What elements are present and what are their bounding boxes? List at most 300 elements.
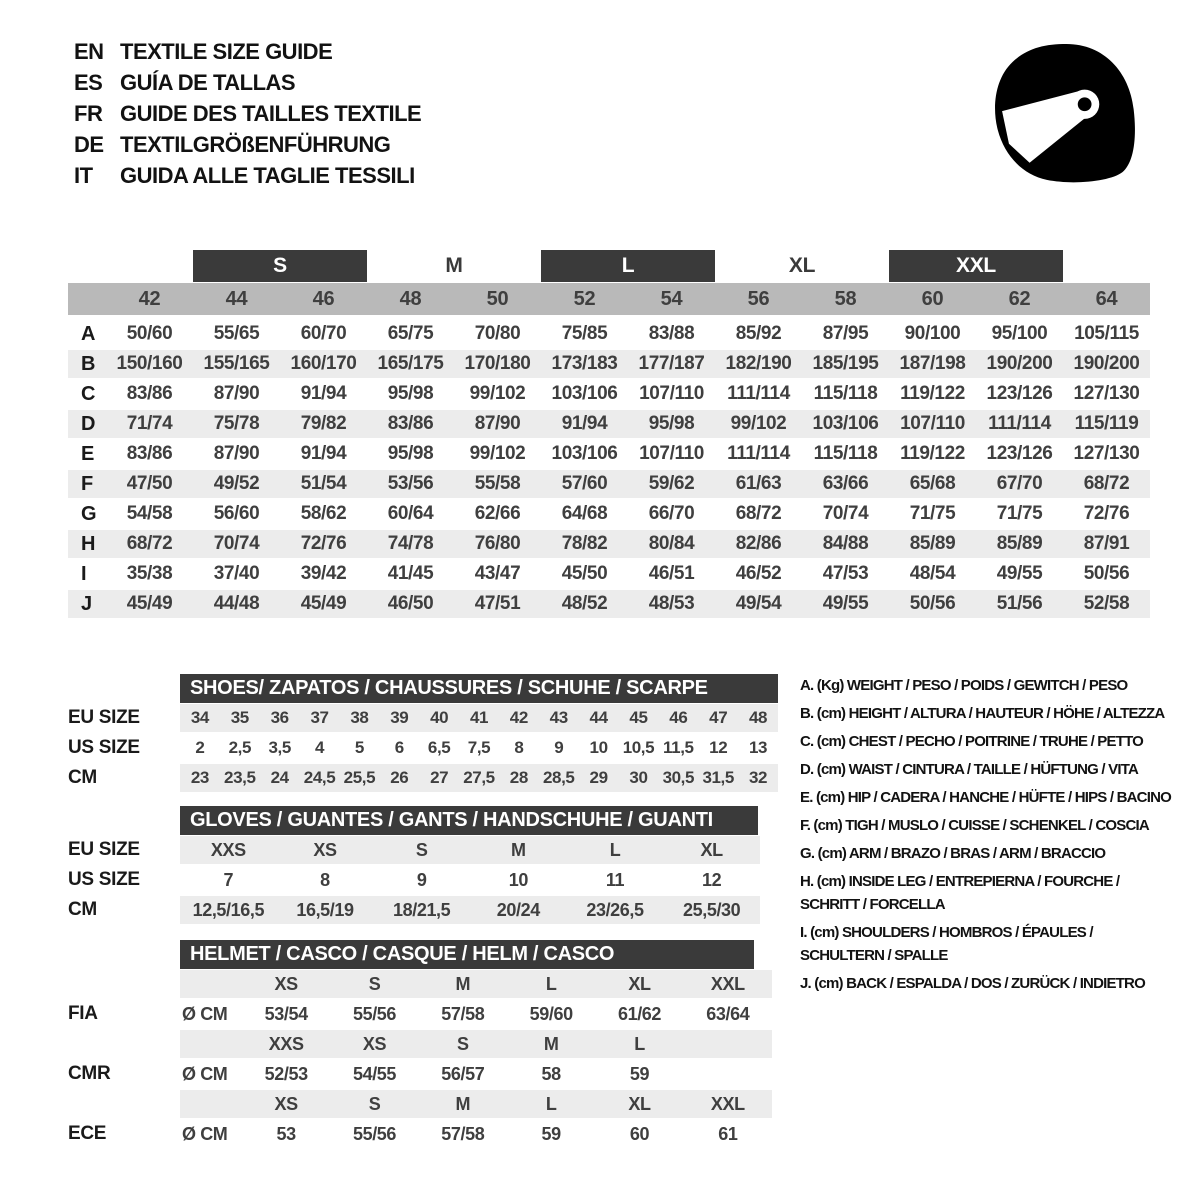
value-cell: 27,5 [463,768,495,787]
value-cell: 50/56 [1083,563,1130,584]
value-cell: 160/170 [290,353,357,374]
value-cell: 91/94 [561,413,608,434]
value-cell: 64/68 [561,503,608,524]
value-cell: 12 [702,870,722,890]
value-cell: 182/190 [725,353,792,374]
value-cell: 47/50 [126,473,173,494]
language-code: ES [74,70,103,95]
shoes-table-title: SHOES/ ZAPATOS / CHAUSSURES / SCHUHE / SCARPE [180,674,778,703]
value-cell: 177/187 [638,353,705,374]
row-label: H [81,533,96,555]
legend-item-1 [800,702,1200,725]
value-cell: 46/51 [648,563,695,584]
value-cell: 49/54 [735,593,782,614]
value-cell: 2,5 [228,738,251,757]
value-cell: 40 [430,708,449,727]
size-number: 44 [225,288,248,310]
value-cell: 75/85 [561,323,608,344]
value-cell: 99/102 [730,413,787,434]
helmet-table-title: HELMET / CASCO / CASQUE / HELM / CASCO [180,940,754,969]
language-row-de [74,129,421,160]
value-cell: 44/48 [213,593,260,614]
value-cell: 45 [629,708,648,727]
value-cell: 74/78 [387,533,434,554]
language-title: GUIDA ALLE TAGLIE TESSILI [120,163,415,188]
value-cell: 55/56 [352,1124,397,1144]
value-cell: 8 [320,870,330,890]
size-label-cell: S [368,1094,381,1114]
language-row-it [74,160,421,191]
value-cell: 45/50 [561,563,608,584]
measurement-legend [800,674,1200,1000]
helmet-table [68,940,772,1150]
value-cell: 119/122 [900,443,965,464]
value-cell: 83/88 [648,323,695,344]
legend-item-6 [800,842,1200,865]
language-title: TEXTILGRÖßENFÜHRUNG [120,132,391,157]
language-title: GUIDE DES TAILLES TEXTILE [120,101,422,126]
value-cell: 4 [314,738,325,757]
value-cell: 63/64 [706,1004,750,1024]
value-cell: 61 [718,1124,738,1144]
size-label-cell: XXS [268,1034,304,1054]
value-cell: 55/58 [474,473,521,494]
value-cell: 26 [390,768,409,787]
value-cell: 107/110 [639,383,704,404]
measurement-row-h [68,530,1150,558]
value-cell: 23/26,5 [586,900,644,920]
value-cell: 70/74 [213,533,260,554]
shoes-table [68,674,778,794]
measurement-row-g [68,500,1150,528]
size-label-cell: L [545,974,557,994]
standard-label: FIA [68,1003,98,1024]
value-cell: 103/106 [551,443,618,464]
value-cell: 107/110 [639,443,704,464]
value-cell: 57/60 [561,473,608,494]
measurement-row-j [68,590,1150,618]
size-label-cell: S [457,1034,469,1054]
gloves-row-2 [68,896,760,924]
empty-cell [180,1090,242,1118]
row-label: E [81,443,95,465]
value-cell: 37 [310,708,329,727]
value-cell: 7 [223,870,234,890]
helmet-sizes-row-cmr [68,1030,772,1058]
shoes-row-0 [68,704,778,732]
legend-text: G. (cm) ARM / BRAZO / BRAS / ARM / BRACCIO [800,845,1106,862]
measurement-rows [68,320,1150,618]
gloves-row-values [180,836,760,864]
value-cell: 28 [509,768,528,787]
size-group-s: S [193,250,367,282]
value-cell: 44 [589,708,608,727]
value-cell: 103/106 [812,413,879,434]
helmet-values-row-fia [68,1000,772,1028]
legend-text: I. (cm) SHOULDERS / HOMBROS / ÉPAULES / [800,924,1093,941]
legend-text: D. (cm) WAIST / CINTURA / TAILLE / HÜFTUNG / VITA [800,761,1139,778]
value-cell: 58/62 [300,503,347,524]
value-cell: 48/52 [561,593,608,614]
value-cell: 80/84 [648,533,695,554]
value-cell: 46/50 [387,593,434,614]
helmet-size-labels [180,1090,772,1118]
value-cell: XS [313,840,337,860]
value-cell: 71/75 [909,503,956,524]
value-cell: 51/54 [300,473,347,494]
value-cell: 115/118 [813,383,878,404]
value-cell: 2 [195,738,205,757]
value-cell: 47/53 [822,563,869,584]
value-cell: 48/54 [909,563,956,584]
value-cell: 41/45 [387,563,434,584]
language-row-en [74,36,421,67]
value-cell: 48 [749,708,768,727]
row-label: C [81,383,96,405]
helmet-values [180,1120,772,1148]
value-cell: 61/63 [735,473,782,494]
legend-item-2 [800,730,1200,753]
helmet-values [180,1060,772,1088]
size-label-cell: L [545,1094,557,1114]
value-cell: 70/74 [822,503,869,524]
shoes-rows [68,704,778,792]
value-cell: 10,5 [622,738,655,757]
size-group-xl: XL [788,254,816,277]
value-cell: 30 [629,768,648,787]
value-cell: 30,5 [662,768,695,787]
value-cell: 75/78 [213,413,260,434]
value-cell: 34 [190,708,209,727]
value-cell: 35/38 [126,563,173,584]
language-code: FR [74,101,103,126]
value-cell: 29 [589,768,608,787]
size-label-cell: XS [362,1034,387,1054]
helmet-sizes-row-fia [68,970,772,998]
value-cell: 25,5/30 [683,900,741,920]
value-cell: 71/75 [996,503,1043,524]
row-label: CM [68,899,97,920]
measurement-row-a [68,320,1150,348]
size-group-xxl: XXL [889,250,1063,282]
row-label: B [81,353,96,375]
value-cell: 111/114 [727,443,790,464]
value-cell: 165/175 [377,353,444,374]
size-number: 50 [486,288,509,310]
legend-text: F. (cm) TIGH / MUSLO / CUISSE / SCHENKEL / COSCIA [800,817,1149,834]
row-label [68,1030,180,1058]
value-cell: 59 [541,1124,561,1144]
size-number-band [68,283,1150,315]
gloves-row-values [180,896,760,924]
value-cell: 185/195 [812,353,879,374]
value-cell: 52/58 [1083,593,1130,614]
row-label: EU SIZE [68,839,140,860]
size-label-cell: XL [628,974,651,994]
value-cell: 49/52 [213,473,260,494]
value-cell: 11 [605,870,625,890]
row-label: F [81,473,94,495]
helmet-size-labels [180,1030,772,1058]
shoes-row-values [180,734,778,762]
diameter-label: Ø CM [182,1124,228,1144]
legend-text: J. (cm) BACK / ESPALDA / DOS / ZURÜCK / INDIETRO [800,975,1145,992]
value-cell: 39/42 [300,563,347,584]
value-cell: 49/55 [996,563,1043,584]
size-label-cell: XS [274,974,298,994]
value-cell: S [415,840,428,860]
value-cell: 55/65 [213,323,260,344]
language-row-es [74,67,421,98]
value-cell: 85/92 [735,323,782,344]
value-cell: 111/114 [727,383,790,404]
value-cell: 51/56 [996,593,1043,614]
row-label [68,970,180,998]
value-cell: 123/126 [986,443,1053,464]
legend-item-7 [800,870,1200,916]
value-cell [684,1060,772,1088]
shoes-row-values [180,704,778,732]
value-cell: 61/62 [617,1004,662,1024]
size-group-l: L [541,250,715,282]
diameter-label: Ø CM [182,1004,228,1024]
measurement-row-c [68,380,1150,408]
value-cell: L [609,840,621,860]
value-cell: 59 [629,1064,650,1084]
value-cell: 53/56 [387,473,434,494]
helmet-values [180,1000,772,1028]
value-cell: 78/82 [561,533,608,554]
value-cell: 95/100 [991,323,1048,344]
size-number: 64 [1095,288,1118,310]
value-cell: 85/89 [909,533,956,554]
legend-item-3 [800,758,1200,781]
gloves-row-0 [68,836,760,864]
value-cell: 58 [541,1064,561,1084]
legend-text: B. (cm) HEIGHT / ALTURA / HAUTEUR / HÖHE / ALTEZZA [800,705,1165,722]
value-cell: 31,5 [702,768,734,787]
value-cell: 187/198 [899,353,966,374]
value-cell: 107/110 [900,413,965,434]
value-cell: 59/62 [648,473,695,494]
size-label-cell: XXL [710,974,745,994]
band-corner-cell [68,283,106,315]
value-cell: 36 [270,708,289,727]
value-cell: 54/55 [352,1064,397,1084]
helmet-values-row-ece [68,1120,772,1148]
value-cell: 50/56 [909,593,956,614]
legend-item-8 [800,921,1200,967]
value-cell: 9 [416,870,427,890]
size-label-cell: S [368,974,381,994]
gloves-rows [68,836,760,924]
value-cell: 87/91 [1083,533,1130,554]
row-label [68,1090,180,1118]
value-cell: 91/94 [300,443,347,464]
value-cell: 82/86 [735,533,782,554]
value-cell: 48/53 [648,593,695,614]
language-title-list [74,36,421,191]
value-cell: 87/90 [213,443,260,464]
size-number: 48 [399,288,422,310]
value-cell: 13 [749,738,768,757]
value-cell: 24,5 [303,768,336,787]
language-code: IT [74,163,93,188]
size-number: 62 [1008,288,1031,310]
value-cell: 9 [554,738,564,757]
row-label: J [81,593,93,615]
legend-item-5 [800,814,1200,837]
value-cell: 119/122 [900,383,965,404]
value-cell: 28,5 [542,768,575,787]
size-number: 42 [138,288,161,310]
shoes-row-1 [68,734,778,762]
value-cell: 65/75 [387,323,434,344]
gloves-row-values [180,866,760,894]
value-cell: 47/51 [474,593,521,614]
value-cell: 53/54 [264,1004,308,1024]
value-cell: 23 [190,768,209,787]
value-cell: 76/80 [474,533,521,554]
size-label-cell: XL [628,1094,651,1114]
value-cell: 54/58 [126,503,173,524]
value-cell: 190/200 [1073,353,1140,374]
measurement-row-i [68,560,1150,588]
helmet-values-row-cmr [68,1060,772,1088]
value-cell: 45/49 [126,593,173,614]
size-label-cell: M [543,1034,559,1054]
standard-label: CMR [68,1063,111,1084]
value-cell: 60/64 [387,503,434,524]
value-cell: 115/119 [1074,413,1139,434]
legend-text: H. (cm) INSIDE LEG / ENTREPIERNA / FOURCHE / [800,873,1120,890]
value-cell: 70/80 [474,323,521,344]
value-cell: 155/165 [203,353,270,374]
value-cell: 60 [629,1124,650,1144]
empty-cell [180,1030,242,1058]
helmet-size-labels [180,970,772,998]
gloves-table-title: GLOVES / GUANTES / GANTS / HANDSCHUHE / GUANTI [180,806,758,835]
value-cell: 83/86 [126,383,173,404]
size-number: 52 [573,288,596,310]
value-cell: 11,5 [663,738,694,757]
legend-text: SCHULTERN / SPALLE [800,947,948,964]
value-cell: 49/55 [822,593,869,614]
value-cell: 56/57 [441,1064,485,1084]
helmet-icon [978,32,1150,204]
shoes-row-2 [68,764,778,792]
measurement-row-f [68,470,1150,498]
value-cell: 18/21,5 [393,900,451,920]
value-cell: 68/72 [735,503,782,524]
value-cell: 12 [709,738,728,757]
value-cell: 65/68 [909,473,956,494]
value-cell: 6 [394,738,404,757]
value-cell: XL [700,840,723,860]
value-cell: 95/98 [387,383,434,404]
value-cell: 59/60 [529,1004,573,1024]
value-cell: 85/89 [996,533,1043,554]
value-cell: 57/58 [441,1124,485,1144]
standard-label: ECE [68,1123,107,1144]
size-label-cell: XS [274,1094,298,1114]
size-label-cell: M [455,1094,471,1114]
value-cell: 83/86 [387,413,434,434]
value-cell: 53 [276,1124,296,1144]
value-cell: 99/102 [469,383,526,404]
value-cell: 27 [430,768,449,787]
legend-text: SCHRITT / FORCELLA [800,896,945,913]
value-cell: 87/95 [822,323,869,344]
value-cell: 115/118 [813,443,878,464]
value-cell: 190/200 [986,353,1053,374]
value-cell: 12,5/16,5 [192,900,265,920]
value-cell: 87/90 [213,383,260,404]
value-cell: 67/70 [996,473,1043,494]
value-cell: 68/72 [126,533,173,554]
value-cell: 47 [709,708,728,727]
value-cell: 16,5/19 [296,900,354,920]
value-cell: 10 [508,870,528,890]
row-label: G [81,503,97,525]
value-cell: 23,5 [224,768,256,787]
value-cell: 6,5 [427,738,451,757]
value-cell: 41 [469,708,489,727]
value-cell: 111/114 [988,413,1051,434]
value-cell: 5 [354,738,364,757]
language-row-fr [74,98,421,129]
value-cell: 8 [514,738,524,757]
value-cell: 3,5 [268,738,291,757]
value-cell: 95/98 [648,413,695,434]
value-cell: 57/58 [441,1004,485,1024]
value-cell: 52/53 [264,1064,308,1084]
language-title: TEXTILE SIZE GUIDE [120,39,333,64]
size-label-cell [684,1030,772,1058]
value-cell: 46 [669,708,688,727]
gloves-table [68,806,760,926]
row-label: EU SIZE [68,707,140,728]
value-cell: 99/102 [469,443,526,464]
measurement-row-b [68,350,1150,378]
value-cell: 91/94 [300,383,347,404]
helmet-sizes-row-ece [68,1090,772,1118]
value-cell: 20/24 [496,900,540,920]
value-cell: 60/70 [300,323,347,344]
value-cell: 10 [589,738,608,757]
size-group-header-row [68,250,1150,282]
size-group-m: M [445,254,463,277]
value-cell: 37/40 [213,563,260,584]
value-cell: 83/86 [126,443,173,464]
value-cell: 103/106 [551,383,618,404]
legend-item-9 [800,972,1200,995]
row-label: D [81,413,96,435]
value-cell: 71/74 [126,413,173,434]
empty-cell [180,970,242,998]
size-number: 58 [834,288,857,310]
value-cell: 32 [749,768,768,787]
value-cell: 50/60 [126,323,173,344]
value-cell: 42 [509,708,528,727]
helmet-rows [68,970,772,1148]
value-cell: 46/52 [735,563,782,584]
size-number: 56 [747,288,770,310]
value-cell: 127/130 [1073,443,1140,464]
value-cell: 79/82 [300,413,347,434]
legend-text: E. (cm) HIP / CADERA / HANCHE / HÜFTE / HIPS / BACINO [800,789,1171,806]
value-cell: 84/88 [822,533,869,554]
